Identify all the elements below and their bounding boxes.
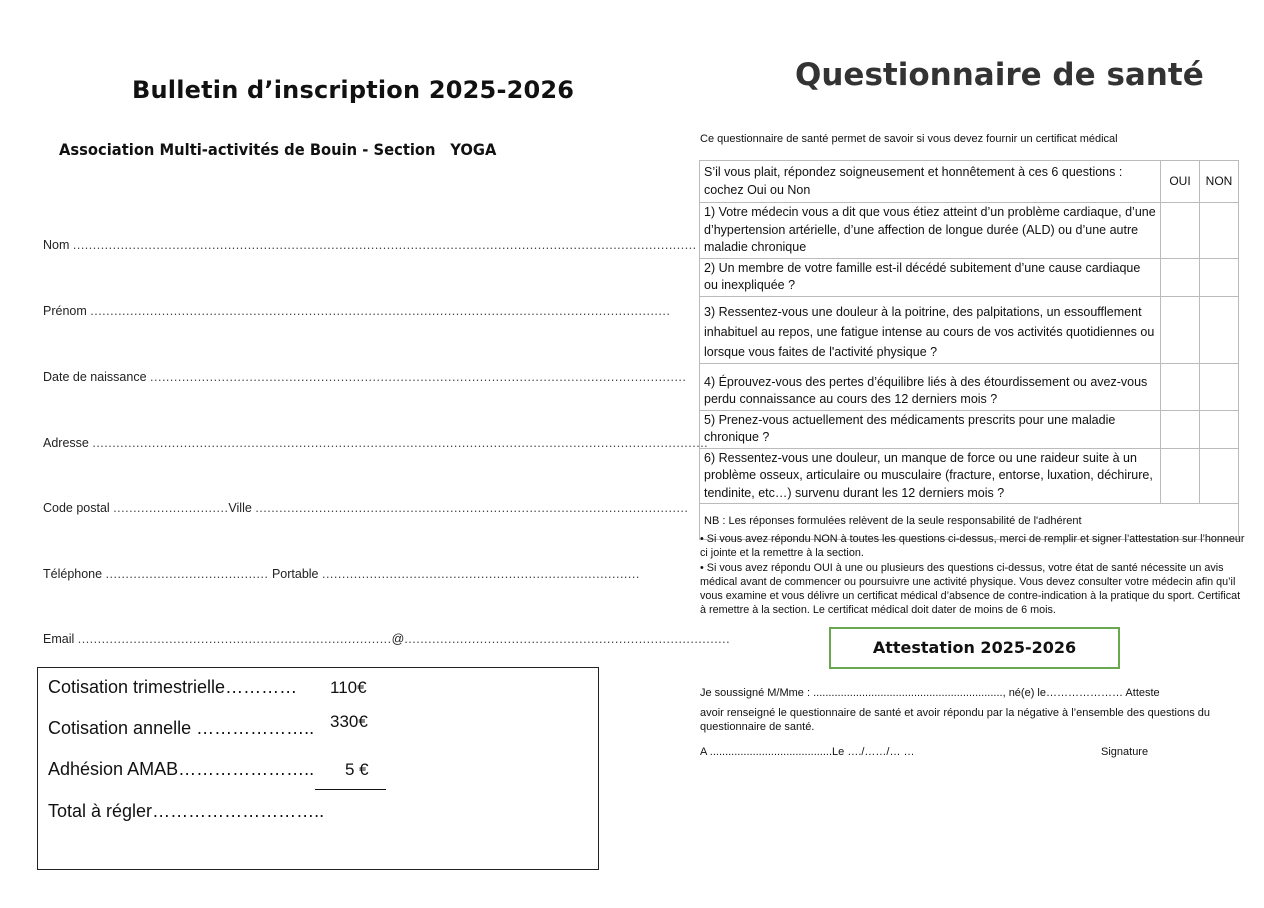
- postal-code-label: Code postal: [43, 501, 110, 515]
- birthdate-field[interactable]: Date de naissance .......................................................................................................................................: [43, 370, 687, 384]
- fees-box: [37, 667, 599, 870]
- signature-label: Signature: [1101, 746, 1149, 758]
- instruction-yes: • Si vous avez répondu OUI à une ou plusieurs des questions ci-dessus, votre état de santé nécessite un avis médical avant de commencer ou poursuivre une activité physique. Vous devez consulter votre médecin afin qu’il vous examine et vous délivre un certificat médical d’absence de contre-indication à la pratique du sport. Certificat à remettre à la section. Le certificat médical doit dater de moins de 6 mois.: [700, 561, 1241, 617]
- q6-oui-checkbox[interactable]: [1161, 448, 1200, 504]
- column-non: NON: [1200, 161, 1239, 203]
- quarterly-fee-row: Cotisation trimestrielle…………: [48, 677, 298, 697]
- email-field[interactable]: Email ...............................................................................@..................................................................................: [43, 632, 731, 646]
- q2-non-checkbox[interactable]: [1200, 258, 1239, 296]
- quarterly-fee-value: 110€: [330, 678, 367, 697]
- annual-fee-row: Cotisation annelle ………………..: [48, 718, 315, 738]
- association-name: [59, 140, 496, 159]
- question-4: 4) Éprouvez-vous des pertes d’équilibre liés à des étourdissement ou avez-vous perdu connaissance au cours des 12 derniers mois ?: [700, 363, 1161, 410]
- question-2: 2) Un membre de votre famille est-il décédé subitement d’une cause cardiaque ou inexpliquée ?: [700, 258, 1161, 296]
- total-underline: [315, 789, 386, 790]
- q3-non-checkbox[interactable]: [1200, 296, 1239, 363]
- annual-fee-value: 330€: [330, 712, 368, 731]
- instructions-text: [700, 532, 1245, 618]
- prenom-field[interactable]: Prénom ..................................................................................................................................................: [43, 304, 671, 318]
- q4-non-checkbox[interactable]: [1200, 363, 1239, 410]
- q5-non-checkbox[interactable]: [1200, 410, 1239, 448]
- declaration-line-1[interactable]: Je soussigné M/Mme : .............................................................., né(e) le………………… Atteste: [700, 687, 1160, 699]
- questionnaire-title: Questionnaire de santé: [795, 57, 1204, 93]
- at-sign: @: [391, 632, 405, 646]
- form-title: Bulletin d’inscription 2025-2026: [132, 76, 575, 104]
- q1-oui-checkbox[interactable]: [1161, 203, 1200, 259]
- total-row[interactable]: Total à régler………………………..: [48, 801, 325, 821]
- phone-label: Téléphone: [43, 567, 103, 581]
- city-label: Ville: [228, 501, 252, 515]
- q5-oui-checkbox[interactable]: [1161, 410, 1200, 448]
- phone-field[interactable]: Téléphone ......................................... Portable ................................................................................: [43, 567, 640, 581]
- birthdate-label: Date de naissance: [43, 370, 147, 384]
- table-header-row: [700, 161, 1239, 203]
- declaration-line-2: avoir renseigné le questionnaire de santé et avoir répondu par la négative à l’ensemble des questions du questionnaire de santé.: [700, 707, 1211, 733]
- email-label: Email: [43, 632, 75, 646]
- question-1: 1) Votre médecin vous a dit que vous étiez atteint d’un problème cardiaque, d’une d’hypertension artérielle, d’une affection de longue durée (ALD) ou d’une autre maladie chronique: [700, 203, 1161, 259]
- quarterly-fee-label: Cotisation trimestrielle: [48, 677, 226, 697]
- q6-non-checkbox[interactable]: [1200, 448, 1239, 504]
- amab-fee-value: 5 €: [345, 760, 369, 779]
- nom-label: Nom: [43, 238, 70, 252]
- question-6: 6) Ressentez-vous une douleur, un manque de force ou une raideur suite à un problème osseux, articulaire ou musculaire (fracture, entorse, luxation, déchirure, tendinite, etc…) survenu durant les 12 derniers mois ?: [700, 448, 1161, 504]
- declaration-place-date[interactable]: A ........................................Le …./……/… …: [700, 746, 915, 758]
- attestation-title: Attestation 2025-2026: [829, 627, 1120, 669]
- total-label: Total à régler: [48, 801, 153, 821]
- q2-oui-checkbox[interactable]: [1161, 258, 1200, 296]
- question-3: 3) Ressentez-vous une douleur à la poitrine, des palpitations, un essoufflement inhabituel au repos, une fatigue intense au cours de vos activités quotidiennes ou lorsque vous faites de l'activité physique ?: [700, 296, 1161, 363]
- q3-oui-checkbox[interactable]: [1161, 296, 1200, 363]
- instruction-no: • Si vous avez répondu NON à toutes les questions ci-dessus, merci de remplir et signer l’attestation sur l’honneur ci jointe et la remettre à la section.: [700, 533, 1245, 560]
- q4-oui-checkbox[interactable]: [1161, 363, 1200, 410]
- question-row-5: [700, 410, 1239, 448]
- amab-fee-row: Adhésion AMAB…………………..: [48, 759, 315, 779]
- question-row-6: [700, 448, 1239, 504]
- mobile-label: Portable: [271, 567, 319, 581]
- question-row-2: [700, 258, 1239, 296]
- table-instructions: S’il vous plait, répondez soigneusement et honnêtement à ces 6 questions : cochez Oui ou Non: [700, 161, 1161, 203]
- section-name: YOGA: [450, 140, 497, 159]
- question-row-4: [700, 363, 1239, 410]
- nb-note: NB : Les réponses formulées relèvent de la seule responsabilité de l'adhérent: [700, 504, 1239, 540]
- question-row-3: [700, 296, 1239, 363]
- association-text: Association Multi-activités de Bouin - Section: [59, 140, 436, 159]
- q1-non-checkbox[interactable]: [1200, 203, 1239, 259]
- question-row-1: [700, 203, 1239, 259]
- column-oui: OUI: [1161, 161, 1200, 203]
- nom-field[interactable]: Nom .............................................................................................................................................................: [43, 238, 697, 252]
- address-field[interactable]: Adresse ...........................................................................................................................................................: [43, 436, 709, 450]
- question-5: 5) Prenez-vous actuellement des médicaments prescrits pour une maladie chronique ?: [700, 410, 1161, 448]
- amab-fee-label: Adhésion AMAB: [48, 759, 179, 779]
- address-label: Adresse: [43, 436, 89, 450]
- annual-fee-label: Cotisation annelle: [48, 718, 192, 738]
- health-questionnaire-table: [699, 160, 1239, 540]
- questionnaire-intro: Ce questionnaire de santé permet de savoir si vous devez fournir un certificat médical: [700, 133, 1118, 145]
- postal-city-field[interactable]: Code postal .............................Ville .............................................................................................................: [43, 501, 689, 515]
- prenom-label: Prénom: [43, 304, 87, 318]
